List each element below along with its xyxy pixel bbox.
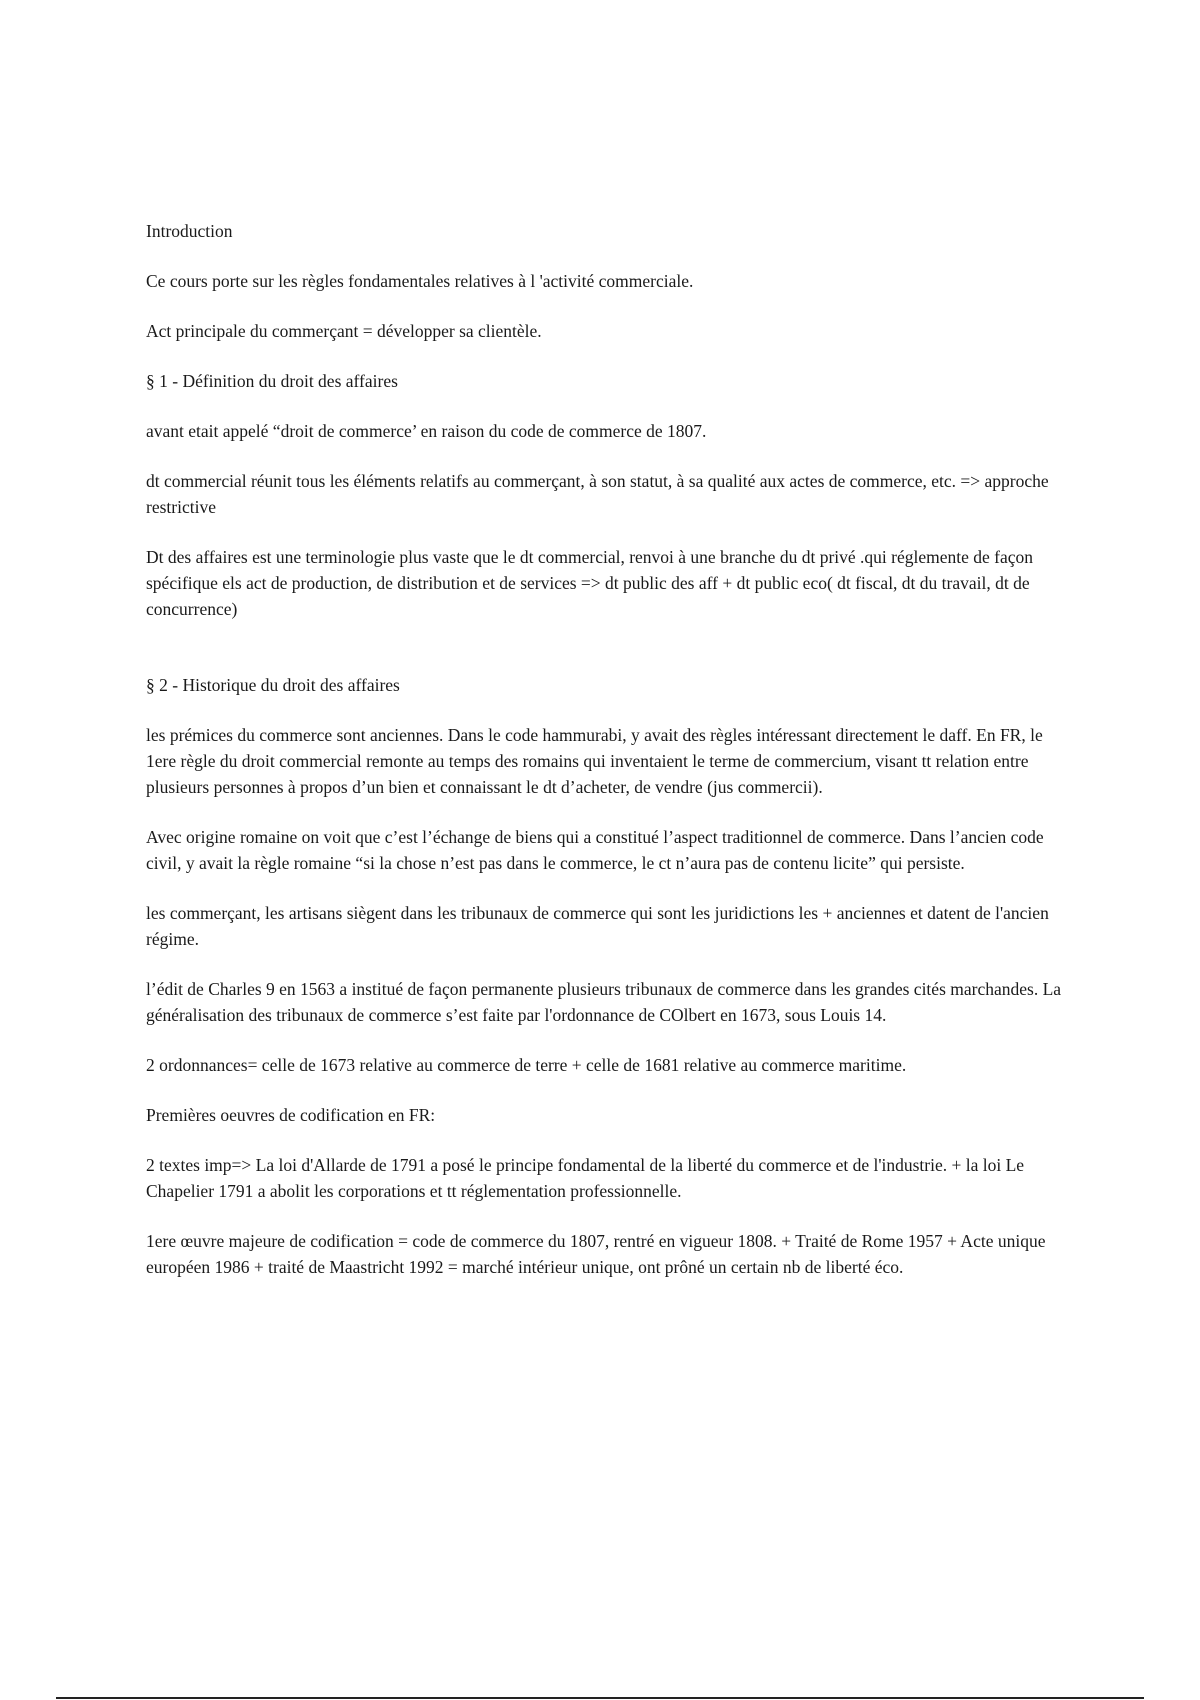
footer-rule — [56, 1697, 1144, 1699]
paragraph: Avec origine romaine on voit que c’est l’échange de biens qui a constitué l’aspect traditionnel de commerce. Dans l’ancien code civil, y avait la règle romaine “si la chose n’est pas dans le commerce, le ct n’aura pas de contenu licite” qui persiste. — [146, 827, 1044, 873]
paragraph: avant etait appelé “droit de commerce’ en raison du code de commerce de 1807. — [146, 421, 707, 441]
section-heading-historique: § 2 - Historique du droit des affaires — [146, 675, 400, 695]
paragraph: 2 textes imp=> La loi d'Allarde de 1791 a posé le principe fondamental de la liberté du commerce et de l'industrie. + la loi Le Chapelier 1791 a abolit les corporations et tt réglementation professionnelle. — [146, 1155, 1025, 1201]
paragraph: Premières oeuvres de codification en FR: — [146, 1105, 436, 1125]
paragraph: dt commercial réunit tous les éléments relatifs au commerçant, à son statut, à sa qualité aux actes de commerce, etc. => approche restrictive — [146, 471, 1049, 517]
paragraph: les commerçant, les artisans siègent dans les tribunaux de commerce qui sont les juridictions les + anciennes et datent de l'ancien régime. — [146, 903, 1049, 949]
paragraph: Act principale du commerçant = développer sa clientèle. — [146, 321, 542, 341]
section-heading-definition: § 1 - Définition du droit des affaires — [146, 371, 398, 391]
document-page — [146, 218, 1066, 1304]
paragraph: les prémices du commerce sont anciennes. Dans le code hammurabi, y avait des règles intéressant directement le daff. En FR, le 1ere règle du droit commercial remonte au temps des romains qui inventaient le terme de commercium, visant tt relation entre plusieurs personnes à propos d’un bien et connaissant le dt d’acheter, de vendre (jus commercii). — [146, 725, 1043, 797]
paragraph: l’édit de Charles 9 en 1563 a institué de façon permanente plusieurs tribunaux de commerce dans les grandes cités marchandes. La généralisation des tribunaux de commerce s’est faite par l'ordonnance de COlbert en 1673, sous Louis 14. — [146, 979, 1062, 1025]
paragraph: 2 ordonnances= celle de 1673 relative au commerce de terre + celle de 1681 relative au commerce maritime. — [146, 1055, 907, 1075]
section-title-introduction: Introduction — [146, 221, 233, 241]
paragraph: 1ere œuvre majeure de codification = code de commerce du 1807, rentré en vigueur 1808. + Traité de Rome 1957 + Acte unique européen 1986 + traité de Maastricht 1992 = marché intérieur unique, ont prôné un certain nb de liberté éco. — [146, 1231, 1046, 1277]
paragraph: Dt des affaires est une terminologie plus vaste que le dt commercial, renvoi à une branche du dt privé .qui réglemente de façon spécifique els act de production, de distribution et de services => dt public des aff + dt public eco( dt fiscal, dt du travail, dt de concurrence) — [146, 547, 1033, 619]
paragraph: Ce cours porte sur les règles fondamentales relatives à l 'activité commerciale. — [146, 271, 694, 291]
